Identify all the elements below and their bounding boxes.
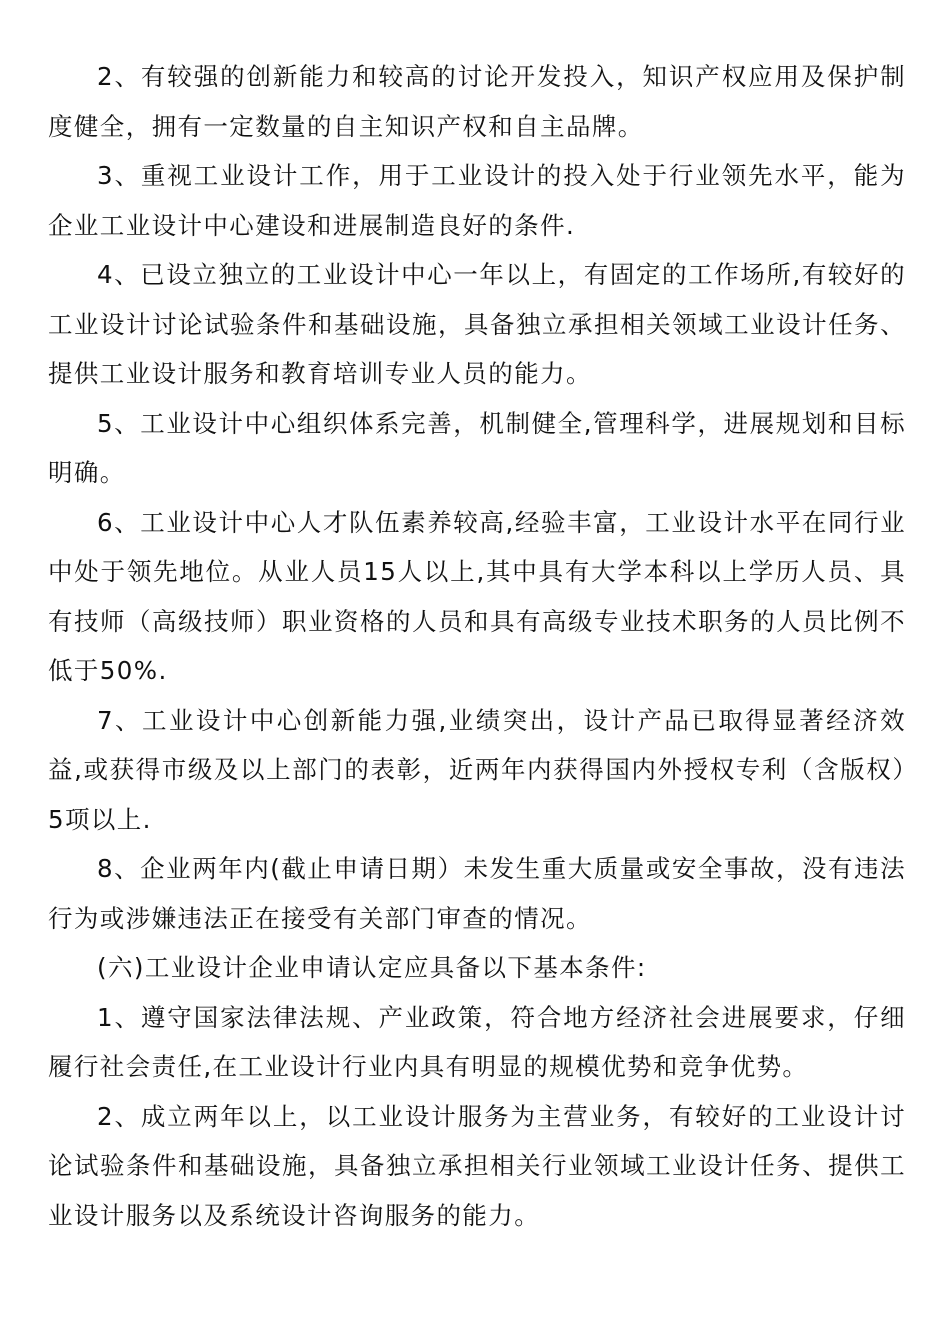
paragraph-requirement-8: 8、企业两年内(截止申请日期）未发生重大质量或安全事故，没有违法行为或涉嫌违法正在接受有关部门审查的情况。 xyxy=(48,854,906,933)
section-heading-6: (六)工业设计企业申请认定应具备以下基本条件: xyxy=(97,953,647,982)
document-page xyxy=(48,52,906,1240)
paragraph-requirement-3: 3、重视工业设计工作，用于工业设计的投入处于行业领先水平，能为企业工业设计中心建设和进展制造良好的条件. xyxy=(48,161,906,240)
paragraph-requirement-6: 6、工业设计中心人才队伍素养较高,经验丰富，工业设计水平在同行业中处于领先地位。从业人员15人以上,其中具有大学本科以上学历人员、具有技师（高级技师）职业资格的人员和具有高级专业技术职务的人员比例不低于50%. xyxy=(48,507,906,685)
paragraph-requirement-7: 7、工业设计中心创新能力强,业绩突出，设计产品已取得显著经济效益,或获得市级及以上部门的表彰，近两年内获得国内外授权专利（含版权）5项以上. xyxy=(48,705,906,834)
paragraph-condition-1: 1、遵守国家法律法规、产业政策，符合地方经济社会进展要求，仔细履行社会责任,在工业设计行业内具有明显的规模优势和竞争优势。 xyxy=(48,1002,906,1081)
paragraph-requirement-4: 4、已设立独立的工业设计中心一年以上，有固定的工作场所,有较好的工业设计讨论试验条件和基础设施，具备独立承担相关领域工业设计任务、提供工业设计服务和教育培训专业人员的能力。 xyxy=(48,260,906,388)
paragraph-requirement-2: 2、有较强的创新能力和较高的讨论开发投入，知识产权应用及保护制度健全，拥有一定数量的自主知识产权和自主品牌。 xyxy=(48,62,906,141)
paragraph-condition-2: 2、成立两年以上，以工业设计服务为主营业务，有较好的工业设计讨论试验条件和基础设施，具备独立承担相关行业领域工业设计任务、提供工业设计服务以及系统设计咨询服务的能力。 xyxy=(48,1101,906,1230)
paragraph-requirement-5: 5、工业设计中心组织体系完善，机制健全,管理科学，进展规划和目标明确。 xyxy=(48,408,906,487)
